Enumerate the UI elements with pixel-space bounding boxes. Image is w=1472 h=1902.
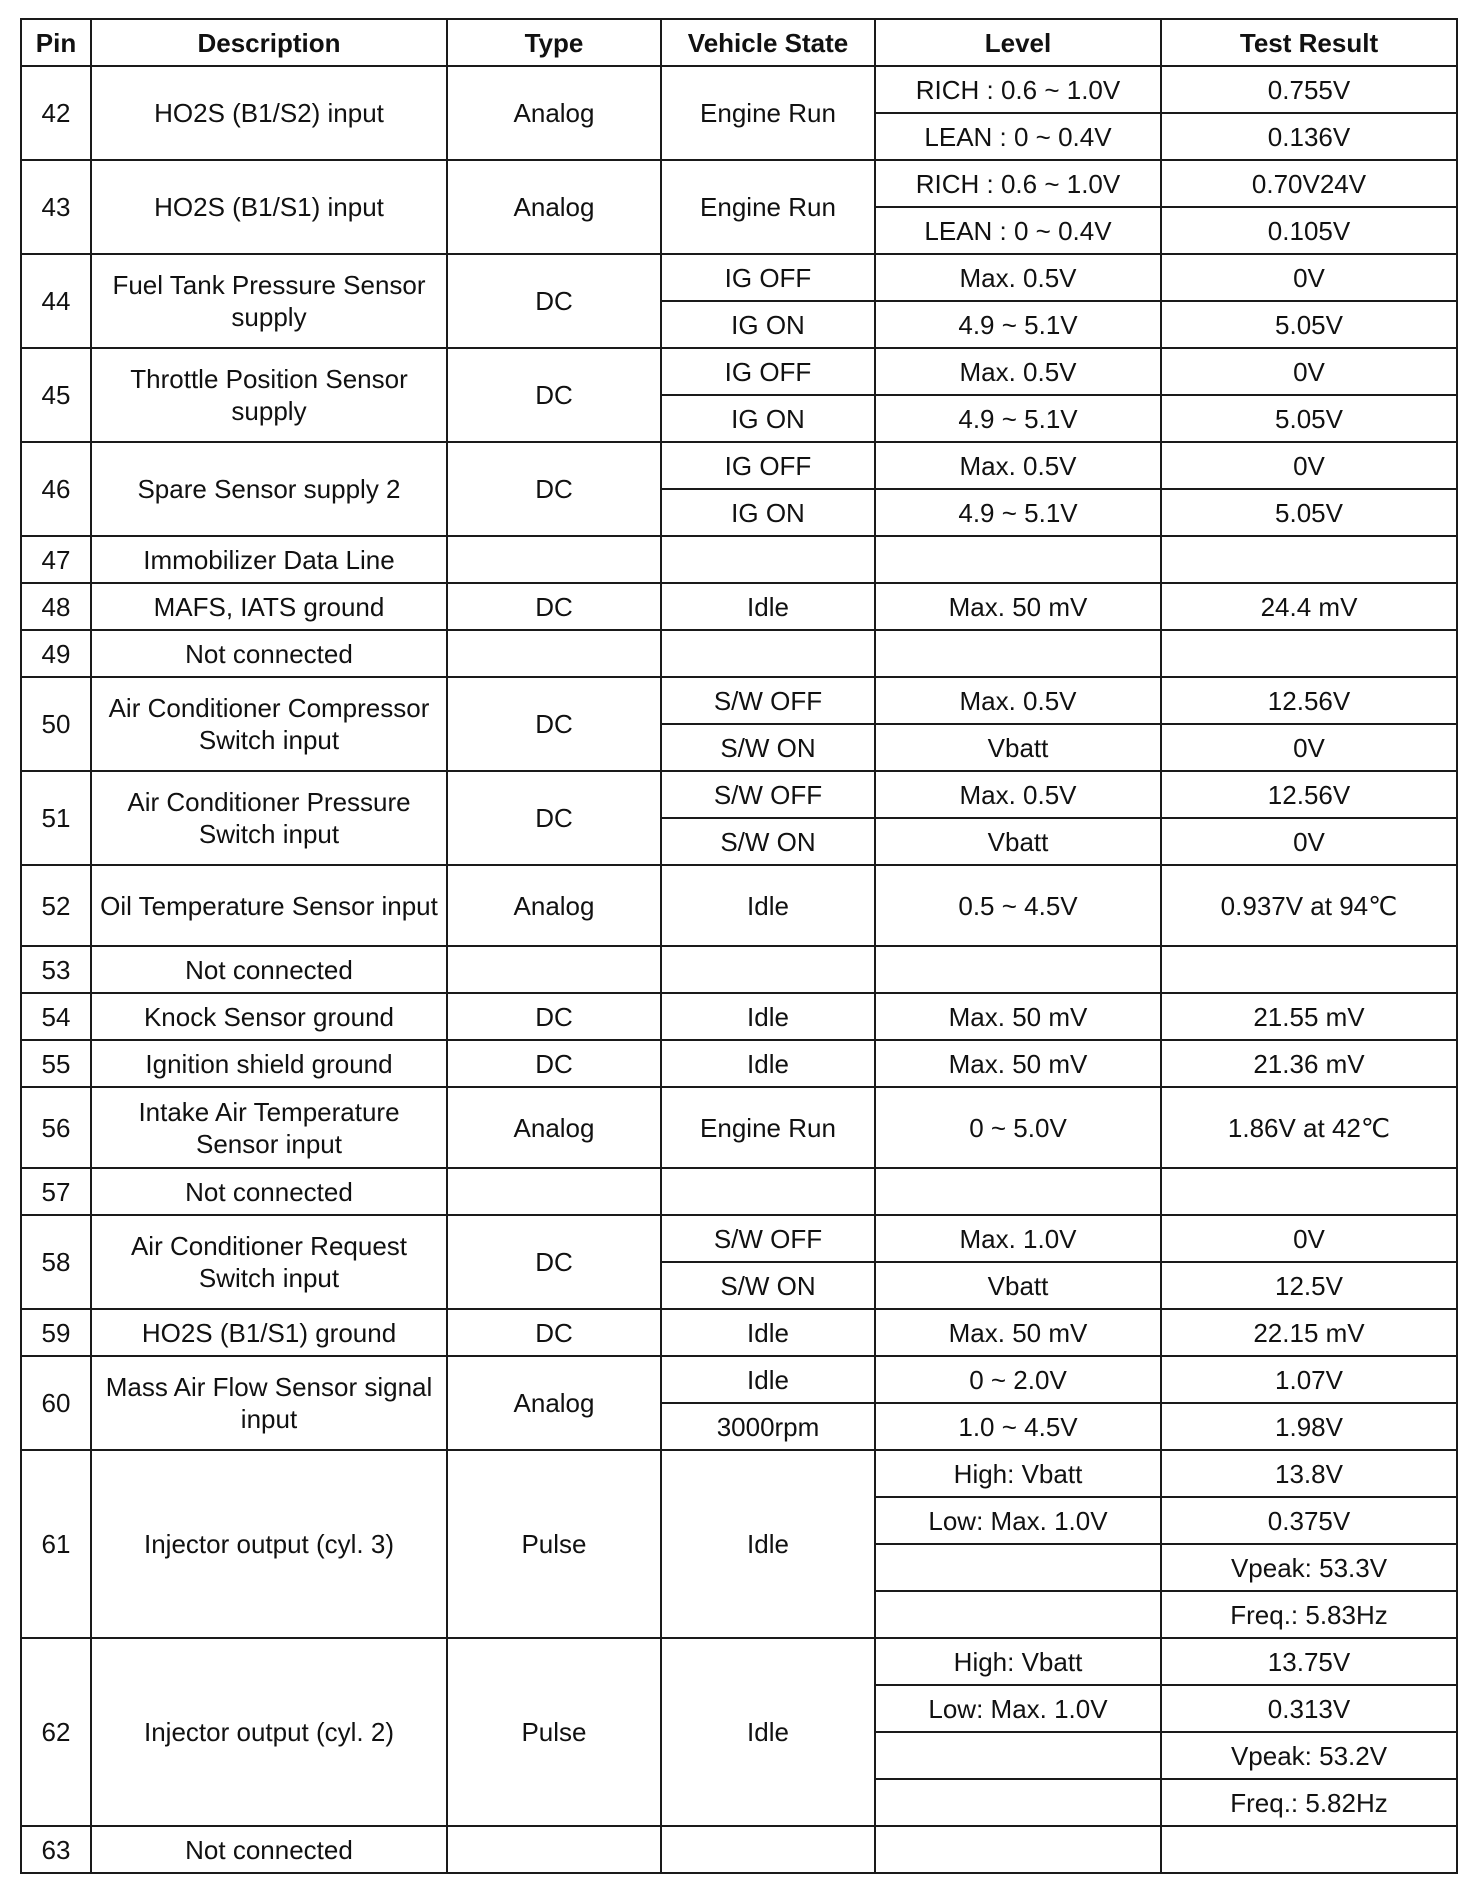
description-cell: Fuel Tank Pressure Sensor supply: [91, 254, 447, 348]
level-cell: 1.0 ~ 4.5V: [875, 1403, 1161, 1450]
result-cell: 5.05V: [1161, 489, 1457, 536]
state-cell: Idle: [661, 865, 875, 946]
state-cell: S/W OFF: [661, 1215, 875, 1262]
description-cell: HO2S (B1/S1) ground: [91, 1309, 447, 1356]
state-cell: Engine Run: [661, 160, 875, 254]
level-cell: 4.9 ~ 5.1V: [875, 395, 1161, 442]
pin-cell: 48: [21, 583, 91, 630]
level-cell: [875, 946, 1161, 993]
state-cell: S/W ON: [661, 1262, 875, 1309]
type-cell: DC: [447, 583, 661, 630]
table-row: [21, 1040, 1457, 1087]
result-cell: 0V: [1161, 348, 1457, 395]
state-cell: [661, 946, 875, 993]
state-cell: S/W ON: [661, 818, 875, 865]
table-row: [21, 348, 1457, 395]
pin-cell: 51: [21, 771, 91, 865]
level-cell: [875, 630, 1161, 677]
level-cell: Max. 0.5V: [875, 771, 1161, 818]
header-description: Description: [91, 19, 447, 66]
result-cell: 0.375V: [1161, 1497, 1457, 1544]
result-cell: [1161, 630, 1457, 677]
pin-cell: 55: [21, 1040, 91, 1087]
description-cell: HO2S (B1/S1) input: [91, 160, 447, 254]
pin-cell: 44: [21, 254, 91, 348]
level-cell: RICH : 0.6 ~ 1.0V: [875, 160, 1161, 207]
description-cell: Immobilizer Data Line: [91, 536, 447, 583]
result-cell: 5.05V: [1161, 301, 1457, 348]
result-cell: 1.86V at 42℃: [1161, 1087, 1457, 1168]
pin-cell: 54: [21, 993, 91, 1040]
level-cell: Max. 0.5V: [875, 254, 1161, 301]
result-cell: 0.755V: [1161, 66, 1457, 113]
table-row: [21, 254, 1457, 301]
description-cell: Spare Sensor supply 2: [91, 442, 447, 536]
state-cell: Idle: [661, 1309, 875, 1356]
description-cell: Knock Sensor ground: [91, 993, 447, 1040]
level-cell: Max. 50 mV: [875, 993, 1161, 1040]
result-cell: 21.55 mV: [1161, 993, 1457, 1040]
state-cell: Idle: [661, 1040, 875, 1087]
header-pin: Pin: [21, 19, 91, 66]
level-cell: Max. 0.5V: [875, 442, 1161, 489]
result-cell: Vpeak: 53.2V: [1161, 1732, 1457, 1779]
state-cell: Engine Run: [661, 66, 875, 160]
header-vehicle-state: Vehicle State: [661, 19, 875, 66]
result-cell: [1161, 536, 1457, 583]
type-cell: Analog: [447, 1087, 661, 1168]
result-cell: 22.15 mV: [1161, 1309, 1457, 1356]
description-cell: MAFS, IATS ground: [91, 583, 447, 630]
level-cell: Max. 50 mV: [875, 1040, 1161, 1087]
description-cell: Not connected: [91, 946, 447, 993]
table-row: [21, 946, 1457, 993]
table-row: [21, 865, 1457, 946]
type-cell: Pulse: [447, 1450, 661, 1638]
level-cell: [875, 1732, 1161, 1779]
level-cell: Low: Max. 1.0V: [875, 1497, 1161, 1544]
description-cell: Not connected: [91, 1826, 447, 1873]
type-cell: Pulse: [447, 1638, 661, 1826]
pin-cell: 60: [21, 1356, 91, 1450]
table-row: [21, 677, 1457, 724]
result-cell: Freq.: 5.83Hz: [1161, 1591, 1457, 1638]
pin-cell: 58: [21, 1215, 91, 1309]
result-cell: [1161, 1826, 1457, 1873]
result-cell: 12.56V: [1161, 677, 1457, 724]
table-row: [21, 993, 1457, 1040]
result-cell: 0V: [1161, 724, 1457, 771]
pin-cell: 59: [21, 1309, 91, 1356]
state-cell: IG ON: [661, 301, 875, 348]
state-cell: S/W OFF: [661, 771, 875, 818]
description-cell: Not connected: [91, 1168, 447, 1215]
result-cell: [1161, 946, 1457, 993]
level-cell: Low: Max. 1.0V: [875, 1685, 1161, 1732]
header-type: Type: [447, 19, 661, 66]
table-row: [21, 1215, 1457, 1262]
level-cell: LEAN : 0 ~ 0.4V: [875, 113, 1161, 160]
state-cell: S/W ON: [661, 724, 875, 771]
result-cell: 12.5V: [1161, 1262, 1457, 1309]
pin-cell: 49: [21, 630, 91, 677]
table-row: [21, 1309, 1457, 1356]
pin-cell: 42: [21, 66, 91, 160]
description-cell: Intake Air Temperature Sensor input: [91, 1087, 447, 1168]
result-cell: 21.36 mV: [1161, 1040, 1457, 1087]
level-cell: [875, 1591, 1161, 1638]
pin-table: [20, 18, 1458, 1874]
state-cell: Idle: [661, 1356, 875, 1403]
type-cell: DC: [447, 1309, 661, 1356]
level-cell: [875, 1826, 1161, 1873]
pin-cell: 57: [21, 1168, 91, 1215]
description-cell: Ignition shield ground: [91, 1040, 447, 1087]
result-cell: 0V: [1161, 818, 1457, 865]
type-cell: DC: [447, 1040, 661, 1087]
pin-cell: 53: [21, 946, 91, 993]
result-cell: 12.56V: [1161, 771, 1457, 818]
state-cell: [661, 536, 875, 583]
description-cell: Air Conditioner Pressure Switch input: [91, 771, 447, 865]
header-test-result: Test Result: [1161, 19, 1457, 66]
level-cell: Vbatt: [875, 724, 1161, 771]
level-cell: RICH : 0.6 ~ 1.0V: [875, 66, 1161, 113]
table-row: [21, 771, 1457, 818]
pin-cell: 56: [21, 1087, 91, 1168]
result-cell: 0.70V24V: [1161, 160, 1457, 207]
description-cell: Throttle Position Sensor supply: [91, 348, 447, 442]
type-cell: DC: [447, 348, 661, 442]
state-cell: Engine Run: [661, 1087, 875, 1168]
level-cell: [875, 1168, 1161, 1215]
type-cell: [447, 536, 661, 583]
result-cell: 0.136V: [1161, 113, 1457, 160]
state-cell: Idle: [661, 1638, 875, 1826]
type-cell: Analog: [447, 1356, 661, 1450]
state-cell: Idle: [661, 1450, 875, 1638]
state-cell: IG OFF: [661, 442, 875, 489]
table-row: [21, 1826, 1457, 1873]
description-cell: Injector output (cyl. 2): [91, 1638, 447, 1826]
state-cell: 3000rpm: [661, 1403, 875, 1450]
state-cell: [661, 630, 875, 677]
pin-cell: 52: [21, 865, 91, 946]
pin-table-page: [20, 18, 1456, 1874]
table-row: [21, 1168, 1457, 1215]
description-cell: Oil Temperature Sensor input: [91, 865, 447, 946]
type-cell: [447, 1826, 661, 1873]
table-row: [21, 536, 1457, 583]
state-cell: IG OFF: [661, 348, 875, 395]
level-cell: [875, 1544, 1161, 1591]
description-cell: Mass Air Flow Sensor signal input: [91, 1356, 447, 1450]
result-cell: 0V: [1161, 254, 1457, 301]
level-cell: Max. 0.5V: [875, 348, 1161, 395]
type-cell: [447, 1168, 661, 1215]
result-cell: 0.937V at 94℃: [1161, 865, 1457, 946]
state-cell: IG ON: [661, 395, 875, 442]
pin-cell: 61: [21, 1450, 91, 1638]
header-level: Level: [875, 19, 1161, 66]
result-cell: 24.4 mV: [1161, 583, 1457, 630]
level-cell: High: Vbatt: [875, 1638, 1161, 1685]
table-row: [21, 630, 1457, 677]
level-cell: [875, 1779, 1161, 1826]
type-cell: DC: [447, 254, 661, 348]
pin-cell: 43: [21, 160, 91, 254]
type-cell: DC: [447, 771, 661, 865]
type-cell: DC: [447, 1215, 661, 1309]
table-row: [21, 160, 1457, 207]
level-cell: 4.9 ~ 5.1V: [875, 301, 1161, 348]
pin-cell: 46: [21, 442, 91, 536]
level-cell: Max. 50 mV: [875, 1309, 1161, 1356]
result-cell: Freq.: 5.82Hz: [1161, 1779, 1457, 1826]
pin-cell: 50: [21, 677, 91, 771]
table-row: [21, 442, 1457, 489]
description-cell: HO2S (B1/S2) input: [91, 66, 447, 160]
type-cell: [447, 630, 661, 677]
description-cell: Air Conditioner Request Switch input: [91, 1215, 447, 1309]
result-cell: Vpeak: 53.3V: [1161, 1544, 1457, 1591]
level-cell: [875, 536, 1161, 583]
level-cell: Max. 0.5V: [875, 677, 1161, 724]
table-row: [21, 1087, 1457, 1168]
description-cell: Not connected: [91, 630, 447, 677]
state-cell: Idle: [661, 583, 875, 630]
result-cell: 0.105V: [1161, 207, 1457, 254]
level-cell: 4.9 ~ 5.1V: [875, 489, 1161, 536]
description-cell: Injector output (cyl. 3): [91, 1450, 447, 1638]
level-cell: Vbatt: [875, 818, 1161, 865]
result-cell: 1.98V: [1161, 1403, 1457, 1450]
type-cell: Analog: [447, 160, 661, 254]
type-cell: DC: [447, 677, 661, 771]
level-cell: LEAN : 0 ~ 0.4V: [875, 207, 1161, 254]
state-cell: [661, 1168, 875, 1215]
result-cell: 5.05V: [1161, 395, 1457, 442]
state-cell: IG OFF: [661, 254, 875, 301]
level-cell: 0 ~ 2.0V: [875, 1356, 1161, 1403]
state-cell: S/W OFF: [661, 677, 875, 724]
level-cell: 0 ~ 5.0V: [875, 1087, 1161, 1168]
state-cell: [661, 1826, 875, 1873]
type-cell: DC: [447, 993, 661, 1040]
level-cell: 0.5 ~ 4.5V: [875, 865, 1161, 946]
header-row: [21, 19, 1457, 66]
table-row: [21, 583, 1457, 630]
result-cell: 1.07V: [1161, 1356, 1457, 1403]
pin-cell: 45: [21, 348, 91, 442]
level-cell: High: Vbatt: [875, 1450, 1161, 1497]
type-cell: Analog: [447, 66, 661, 160]
table-row: [21, 1356, 1457, 1403]
level-cell: Max. 1.0V: [875, 1215, 1161, 1262]
type-cell: Analog: [447, 865, 661, 946]
state-cell: Idle: [661, 993, 875, 1040]
level-cell: Vbatt: [875, 1262, 1161, 1309]
table-row: [21, 1450, 1457, 1497]
description-cell: Air Conditioner Compressor Switch input: [91, 677, 447, 771]
type-cell: DC: [447, 442, 661, 536]
result-cell: 0.313V: [1161, 1685, 1457, 1732]
pin-cell: 47: [21, 536, 91, 583]
result-cell: 0V: [1161, 442, 1457, 489]
result-cell: 0V: [1161, 1215, 1457, 1262]
type-cell: [447, 946, 661, 993]
state-cell: IG ON: [661, 489, 875, 536]
result-cell: 13.8V: [1161, 1450, 1457, 1497]
pin-cell: 63: [21, 1826, 91, 1873]
result-cell: 13.75V: [1161, 1638, 1457, 1685]
table-row: [21, 1638, 1457, 1685]
result-cell: [1161, 1168, 1457, 1215]
pin-cell: 62: [21, 1638, 91, 1826]
level-cell: Max. 50 mV: [875, 583, 1161, 630]
table-row: [21, 66, 1457, 113]
